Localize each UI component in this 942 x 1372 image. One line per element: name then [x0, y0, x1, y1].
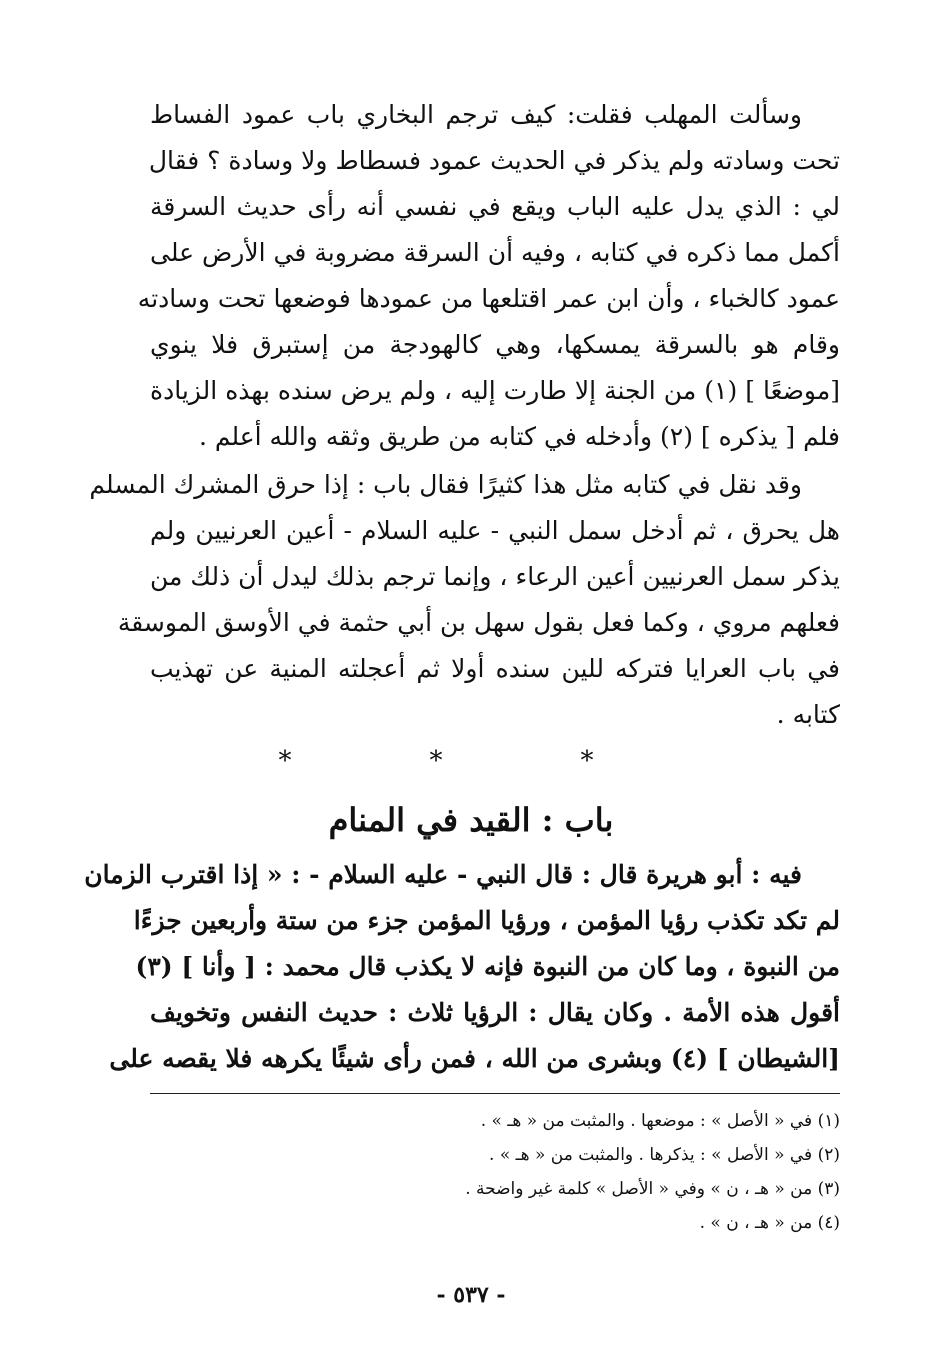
text-line: لم تكد تكذب رؤيا المؤمن ، ورؤيا المؤمن جزء من ستة وأربعين جزءًا [133, 906, 840, 935]
text-line: وقد نقل في كتابه مثل هذا كثيرًا فقال باب : إذا حرق المشرك المسلم [89, 470, 802, 499]
text-line: وسألت المهلب فقلت: كيف ترجم البخاري باب عمود الفساط [150, 100, 802, 129]
asterisk-icon: * [429, 746, 513, 776]
paragraph-muhallab [137, 92, 840, 460]
section-separator [0, 746, 942, 776]
footnotes [150, 1104, 840, 1240]
text-line: أقول هذه الأمة . وكان يقال : الرؤيا ثلاث : حديث النفس وتخويف [150, 998, 840, 1027]
footnote-1: (١) في « الأصل » : موضعها . والمثبت من « هـ » . [480, 1111, 840, 1131]
text-line: يذكر سمل العرنيين أعين الرعاء ، وإنما ترجم بذلك ليدل أن ذلك من [150, 562, 840, 591]
text-line: تحت وسادته ولم يذكر في الحديث عمود فسطاط ولا وسادة ؟ فقال [148, 146, 840, 175]
text-line: فيه : أبو هريرة قال : قال النبي - عليه السلام - : « إذا اقترب الزمان [84, 860, 802, 889]
text-line: في باب العرايا فتركه للين سنده أولا ثم أعجلته المنية عن تهذيب [150, 654, 840, 683]
paragraph-bukhari-method [89, 462, 840, 738]
text-line: فلم [ يذكره ] (٢) وأدخله في كتابه من طريق وثقه والله أعلم . [198, 422, 840, 451]
page-number: - ٥٣٧ - [436, 1282, 506, 1308]
text-line: من النبوة ، وما كان من النبوة فإنه لا يكذب قال محمد : [ وأنا ] (٣) [135, 952, 840, 981]
text-line: لي : الذي يدل عليه الباب ويقع في نفسي أنه رأى حديث السرقة [150, 192, 840, 221]
text-line: وقام هو بالسرقة يمسكها، وهي كالهودجة من إستبرق فلا ينوي [150, 330, 840, 359]
text-line: هل يحرق ، ثم أدخل سمل النبي - عليه السلام - أعين العرنيين ولم [150, 516, 840, 545]
text-line: كتابه . [776, 700, 840, 729]
footnote-4: (٤) من « هـ ، ن » . [699, 1213, 840, 1233]
asterisk-icon: * [580, 746, 664, 776]
text-line: [الشيطان ] (٤) وبشرى من الله ، فمن رأى شيئًا يكرهه فلا يقصه على [109, 1044, 840, 1073]
chapter-title: باب : القيد في المنام [328, 801, 614, 839]
text-line: [موضعًا ] (١) من الجنة إلا طارت إليه ، ولم يرض سنده بهذه الزيادة [150, 376, 840, 405]
text-line: عمود كالخباء ، وأن ابن عمر اقتلعها من عمودها فوضعها تحت وسادته [137, 284, 840, 313]
footnote-3: (٣) من « هـ ، ن » وفي « الأصل » كلمة غير واضحة . [465, 1179, 840, 1199]
hadith-paragraph [84, 852, 840, 1082]
asterisk-icon: * [278, 746, 362, 776]
text-line: أكمل مما ذكره في كتابه ، وفيه أن السرقة مضروبة في الأرض على [150, 238, 840, 267]
text-line: فعلهم مروي ، وكما فعل بقول سهل بن أبي حثمة في الأوسق الموسقة [117, 608, 840, 637]
footnote-2: (٢) في « الأصل » : يذكرها . والمثبت من « هـ » . [489, 1145, 840, 1165]
footnote-divider [150, 1093, 840, 1094]
